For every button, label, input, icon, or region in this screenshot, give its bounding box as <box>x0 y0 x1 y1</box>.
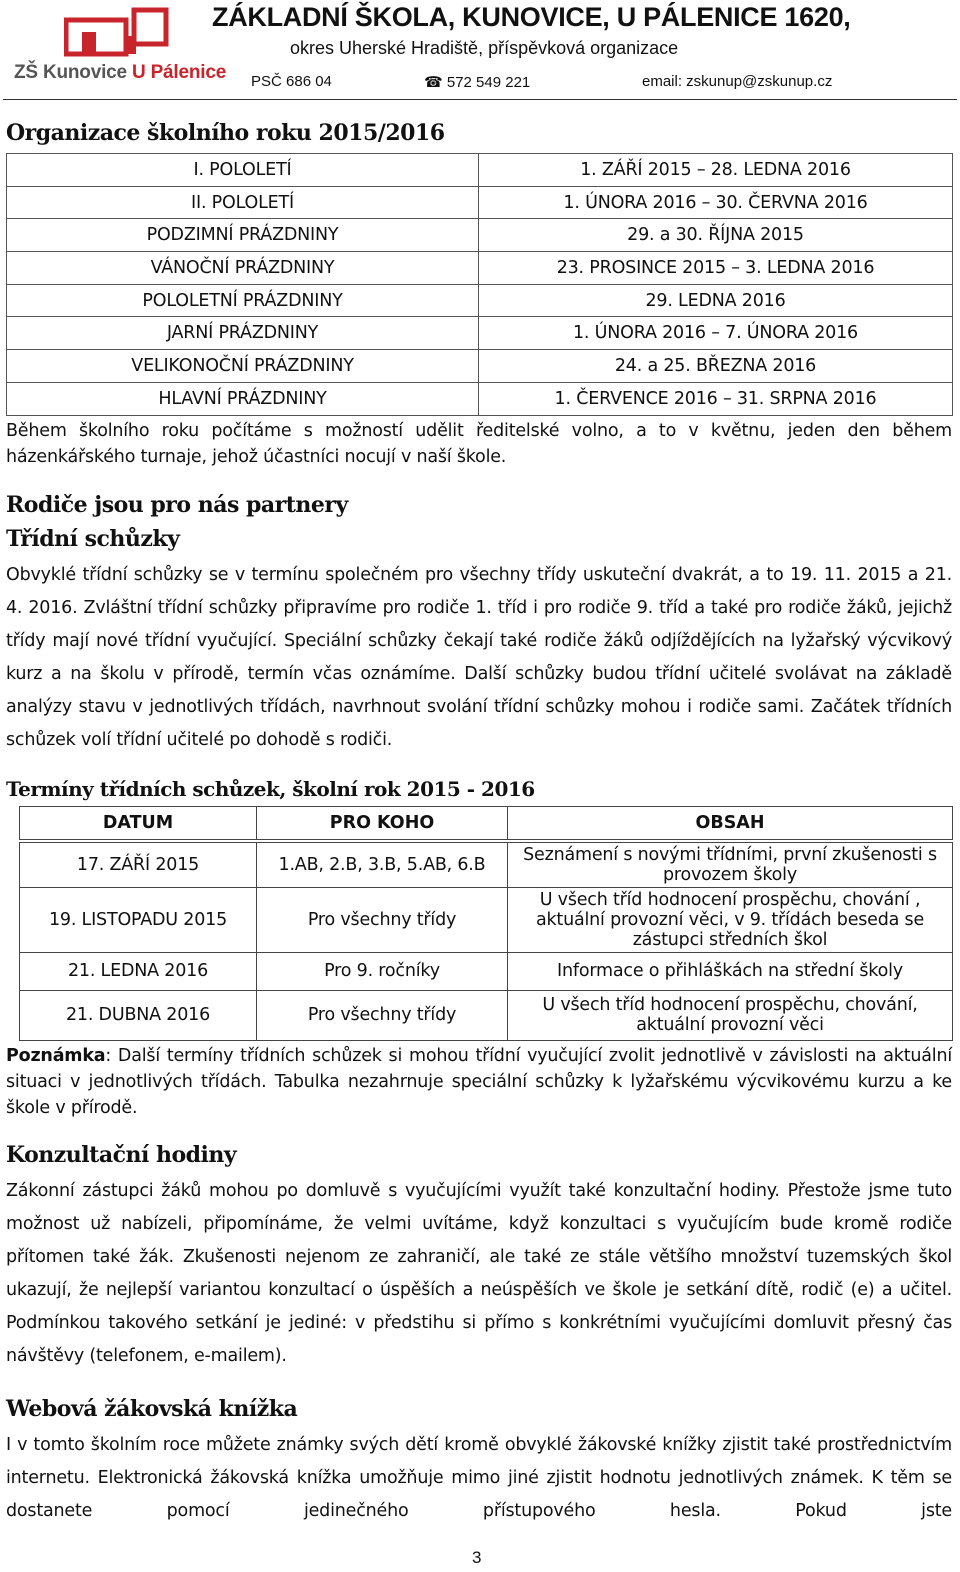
period-label: JARNÍ PRÁZDNINY <box>7 317 479 350</box>
school-year-row <box>7 154 953 187</box>
school-year-row <box>7 186 953 219</box>
school-year-table <box>6 153 953 416</box>
email-address: email: zskunup@zskunup.cz <box>642 73 833 90</box>
period-dates: 1. ÚNORA 2016 – 30. ČERVNA 2016 <box>479 186 953 219</box>
period-label: HLAVNÍ PRÁZDNINY <box>7 382 479 415</box>
note-label: Poznámka <box>6 1046 106 1066</box>
period-dates: 23. PROSINCE 2015 – 3. LEDNA 2016 <box>479 252 953 285</box>
phone-number: ☎ 572 549 221 <box>424 74 531 91</box>
letterhead <box>0 0 960 102</box>
note-text: : Další termíny třídních schůzek si mohou třídní vyučující zvolit jednotlivě v závislosti na aktuální situaci v jednotlivých třídách. Tabulka nezahrnuje speciální schůzky k lyžařskému výcvikovému kurzu a ke škole v přírodě. <box>6 1046 952 1118</box>
director-leave-note: Během školního roku počítáme s možností udělit ředitelské volno, a to v květnu, jeden den během házenkářského turnaje, jehož účastníci nocují v naší škole. <box>6 421 952 467</box>
meeting-audience: Pro všechny třídy <box>257 990 508 1040</box>
column-header-who: PRO KOHO <box>257 807 508 841</box>
consultation-text: Zákonní zástupci žáků mohou po domluvě s vyučujícími využít také konzultační hodiny. Přestože jsme tuto možnost už nabízeli, připomínáme, že velmi uvítáme, když konzultaci s vyučujícím bude kromě rodiče přítomen také žák. Zkušenosti nejenom ze zahraničí, ale také ze stále většího množství tuzemských škol ukazují, že nejlepší variantou konzultací o úspěších a neúspěších ve škole je setkání dítě, rodič (e) a učitel. Podmínkou takového setkání je jediné: v předstihu si přímo s konkrétními vyučujícími domluvit přesný čas návštěvy (telefonem, e-mailem). <box>6 1181 952 1366</box>
meeting-content: U všech tříd hodnocení prospěchu, chování, aktuální provozní věci <box>508 990 953 1040</box>
period-dates: 1. ZÁŘÍ 2015 – 28. LEDNA 2016 <box>479 154 953 187</box>
logo-wordmark: ZŠ Kunovice U Pálenice <box>14 62 227 83</box>
meeting-audience: Pro všechny třídy <box>257 887 508 952</box>
meeting-row <box>20 887 953 952</box>
meeting-date: 19. LISTOPADU 2015 <box>20 887 257 952</box>
meeting-dates-heading: Termíny třídních schůzek, školní rok 2015 - 2016 <box>6 777 535 801</box>
period-dates: 29. LEDNA 2016 <box>479 284 953 317</box>
web-gradebook-text: I v tomto školním roce můžete známky svých dětí kromě obvyklé žákovské knížky zjistit také prostřednictvím internetu. Elektronická žákovská knížka umožňuje mimo jiné zjistit hodnotu jednotlivých známek. K těm se dostanete pomocí jedinečného přístupového hesla. Pokud jste <box>6 1435 952 1521</box>
period-dates: 1. ÚNORA 2016 – 7. ÚNORA 2016 <box>479 317 953 350</box>
page-number: 3 <box>472 1548 482 1567</box>
parents-heading: Rodiče jsou pro nás partnery <box>6 492 348 518</box>
meeting-table-header <box>20 807 953 841</box>
meetings-text: Obvyklé třídní schůzky se v termínu společném pro všechny třídy uskuteční dvakrát, a to 19. 11. 2015 a 21. 4. 2016. Zvláštní třídní schůzky připravíme pro rodiče 1. tříd i pro rodiče 9. tříd a také pro rodiče žáků, jejichž třídy mají nové třídní vyučující. Speciální schůzky čekají také rodiče žáků odjíždějících na lyžařský výcvikový kurz a na školu v přírodě, termín včas oznámíme. Další schůzky budou třídní učitelé svolávat na základě analýzy stavu v jednotlivých třídách, navrhnout svolání třídní schůzky mohou i rodiče sami. Začátek třídních schůzek volí třídní učitelé po dohodě s rodiči. <box>6 565 952 750</box>
period-label: I. POLOLETÍ <box>7 154 479 187</box>
meeting-row <box>20 952 953 990</box>
period-label: II. POLOLETÍ <box>7 186 479 219</box>
meeting-content: U všech tříd hodnocení prospěchu, chování , aktuální provozní věci, v 9. třídách beseda se zástupci středních škol <box>508 887 953 952</box>
meeting-dates-table <box>19 806 953 1041</box>
school-building-icon <box>64 6 174 58</box>
school-year-row <box>7 317 953 350</box>
meeting-row <box>20 841 953 888</box>
period-label: POLOLETNÍ PRÁZDNINY <box>7 284 479 317</box>
meeting-date: 17. ZÁŘÍ 2015 <box>20 841 257 888</box>
period-dates: 24. a 25. BŘEZNA 2016 <box>479 350 953 383</box>
school-name: ZÁKLADNÍ ŠKOLA, KUNOVICE, U PÁLENICE 1620, <box>212 2 851 32</box>
postal-code: PSČ 686 04 <box>251 73 332 90</box>
meetings-note <box>6 1043 952 1121</box>
period-dates: 1. ČERVENCE 2016 – 31. SRPNA 2016 <box>479 382 953 415</box>
web-gradebook-heading: Webová žákovská knížka <box>6 1396 298 1422</box>
meeting-audience: 1.AB, 2.B, 3.B, 5.AB, 6.B <box>257 841 508 888</box>
school-year-row <box>7 350 953 383</box>
school-logo <box>14 6 242 86</box>
school-subtitle: okres Uherské Hradiště, příspěvková organizace <box>290 38 679 58</box>
header-divider <box>3 99 957 100</box>
column-header-content: OBSAH <box>508 807 953 841</box>
column-header-date: DATUM <box>20 807 257 841</box>
meeting-audience: Pro 9. ročníky <box>257 952 508 990</box>
school-year-row <box>7 252 953 285</box>
school-year-heading: Organizace školního roku 2015/2016 <box>6 120 445 146</box>
consultation-heading: Konzultační hodiny <box>6 1142 237 1168</box>
meeting-content: Informace o přihláškách na střední školy <box>508 952 953 990</box>
period-label: PODZIMNÍ PRÁZDNINY <box>7 219 479 252</box>
school-year-row <box>7 284 953 317</box>
meeting-row <box>20 990 953 1040</box>
meeting-date: 21. LEDNA 2016 <box>20 952 257 990</box>
school-year-row <box>7 219 953 252</box>
period-label: VELIKONOČNÍ PRÁZDNINY <box>7 350 479 383</box>
period-label: VÁNOČNÍ PRÁZDNINY <box>7 252 479 285</box>
meetings-heading: Třídní schůzky <box>6 526 180 552</box>
school-year-row <box>7 382 953 415</box>
period-dates: 29. a 30. ŘÍJNA 2015 <box>479 219 953 252</box>
meeting-date: 21. DUBNA 2016 <box>20 990 257 1040</box>
meeting-content: Seznámení s novými třídními, první zkušenosti s provozem školy <box>508 841 953 888</box>
